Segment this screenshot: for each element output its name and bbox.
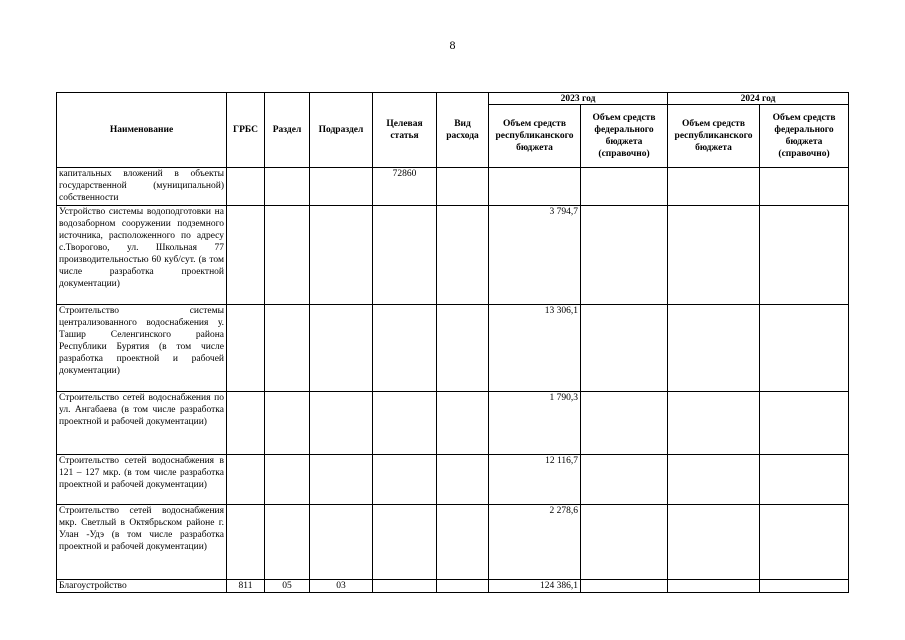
- header-target: Целевая статья: [373, 93, 437, 168]
- header-subsection: Подраздел: [310, 93, 373, 168]
- row-subsection: 03: [310, 580, 373, 593]
- row-rep-2024: [668, 206, 760, 305]
- row-fed-2023: [581, 206, 668, 305]
- row-subsection: [310, 305, 373, 392]
- header-year-2024: 2024 год: [668, 93, 849, 105]
- row-expense-type: [437, 206, 489, 305]
- table-body: [57, 168, 849, 593]
- row-fed-2023: [581, 392, 668, 455]
- row-fed-2024: [760, 392, 849, 455]
- row-fed-2023: [581, 505, 668, 580]
- row-rep-2024: [668, 168, 760, 206]
- row-target: [373, 392, 437, 455]
- row-rep-2023: 3 794,7: [489, 206, 581, 305]
- row-name: Строительство сетей водоснабжения по ул. Ангабаева (в том числе разработка проектной и рабочей документации): [57, 392, 227, 455]
- row-name: капитальных вложений в объекты государственной (муниципальной) собственности: [57, 168, 227, 206]
- row-subsection: [310, 505, 373, 580]
- table-row: [57, 305, 849, 392]
- header-fed-budget-2023: Объем средств федерального бюджета (справочно): [581, 105, 668, 168]
- row-section: [265, 392, 310, 455]
- row-fed-2023: [581, 168, 668, 206]
- row-rep-2023: 13 306,1: [489, 305, 581, 392]
- row-expense-type: [437, 168, 489, 206]
- row-section: [265, 168, 310, 206]
- row-expense-type: [437, 505, 489, 580]
- table-row: [57, 392, 849, 455]
- row-target: [373, 206, 437, 305]
- row-grbs: [227, 168, 265, 206]
- row-rep-2023: 12 116,7: [489, 455, 581, 505]
- header-fed-budget-2024: Объем средств федерального бюджета (справочно): [760, 105, 849, 168]
- row-subsection: [310, 168, 373, 206]
- row-grbs: [227, 505, 265, 580]
- row-name: Строительство системы централизованного водоснабжения у. Ташир Селенгинского района Республики Бурятия (в том числе разработка проектной и рабочей документации): [57, 305, 227, 392]
- header-rep-budget-2023: Объем средств республиканского бюджета: [489, 105, 581, 168]
- row-name: Строительство сетей водоснабжения в 121 – 127 мкр. (в том числе разработка проектной и рабочей документации): [57, 455, 227, 505]
- row-fed-2023: [581, 580, 668, 593]
- row-fed-2024: [760, 168, 849, 206]
- row-rep-2023: 124 386,1: [489, 580, 581, 593]
- row-section: [265, 206, 310, 305]
- row-rep-2024: [668, 580, 760, 593]
- row-target: 72860: [373, 168, 437, 206]
- row-name: Устройство системы водоподготовки на водозаборном сооружении подземного источника, расположенного по адресу с.Творогово, ул. Школьная 77 производительностью 60 куб/сут. (в том числе разработка проектной документации): [57, 206, 227, 305]
- row-fed-2023: [581, 305, 668, 392]
- table-row: [57, 505, 849, 580]
- header-rep-budget-2024: Объем средств республиканского бюджета: [668, 105, 760, 168]
- row-subsection: [310, 392, 373, 455]
- table-header: [57, 93, 849, 168]
- row-section: [265, 305, 310, 392]
- row-fed-2023: [581, 455, 668, 505]
- row-fed-2024: [760, 505, 849, 580]
- header-name: Наименование: [57, 93, 227, 168]
- row-grbs: [227, 455, 265, 505]
- row-grbs: [227, 305, 265, 392]
- row-rep-2024: [668, 505, 760, 580]
- table-row: [57, 168, 849, 206]
- row-target: [373, 455, 437, 505]
- budget-table: [56, 92, 849, 593]
- row-subsection: [310, 206, 373, 305]
- row-expense-type: [437, 580, 489, 593]
- row-rep-2023: 1 790,3: [489, 392, 581, 455]
- row-rep-2024: [668, 455, 760, 505]
- row-target: [373, 505, 437, 580]
- row-fed-2024: [760, 206, 849, 305]
- row-fed-2024: [760, 305, 849, 392]
- row-section: 05: [265, 580, 310, 593]
- row-rep-2023: [489, 168, 581, 206]
- header-section: Раздел: [265, 93, 310, 168]
- row-grbs: [227, 206, 265, 305]
- header-expense-type: Вид расхода: [437, 93, 489, 168]
- row-name: Благоустройство: [57, 580, 227, 593]
- header-grbs: ГРБС: [227, 93, 265, 168]
- table-row: [57, 206, 849, 305]
- row-target: [373, 305, 437, 392]
- table-row: [57, 580, 849, 593]
- table-row: [57, 455, 849, 505]
- row-section: [265, 505, 310, 580]
- row-expense-type: [437, 305, 489, 392]
- row-grbs: 811: [227, 580, 265, 593]
- row-rep-2023: 2 278,6: [489, 505, 581, 580]
- row-fed-2024: [760, 455, 849, 505]
- row-section: [265, 455, 310, 505]
- row-rep-2024: [668, 392, 760, 455]
- row-expense-type: [437, 455, 489, 505]
- header-year-2023: 2023 год: [489, 93, 668, 105]
- row-rep-2024: [668, 305, 760, 392]
- page-number: 8: [449, 38, 456, 52]
- row-expense-type: [437, 392, 489, 455]
- row-fed-2024: [760, 580, 849, 593]
- row-grbs: [227, 392, 265, 455]
- row-subsection: [310, 455, 373, 505]
- row-target: [373, 580, 437, 593]
- row-name: Строительство сетей водоснабжения мкр. Светлый в Октябрьском районе г. Улан -Удэ (в том числе разработка проектной и рабочей документации): [57, 505, 227, 580]
